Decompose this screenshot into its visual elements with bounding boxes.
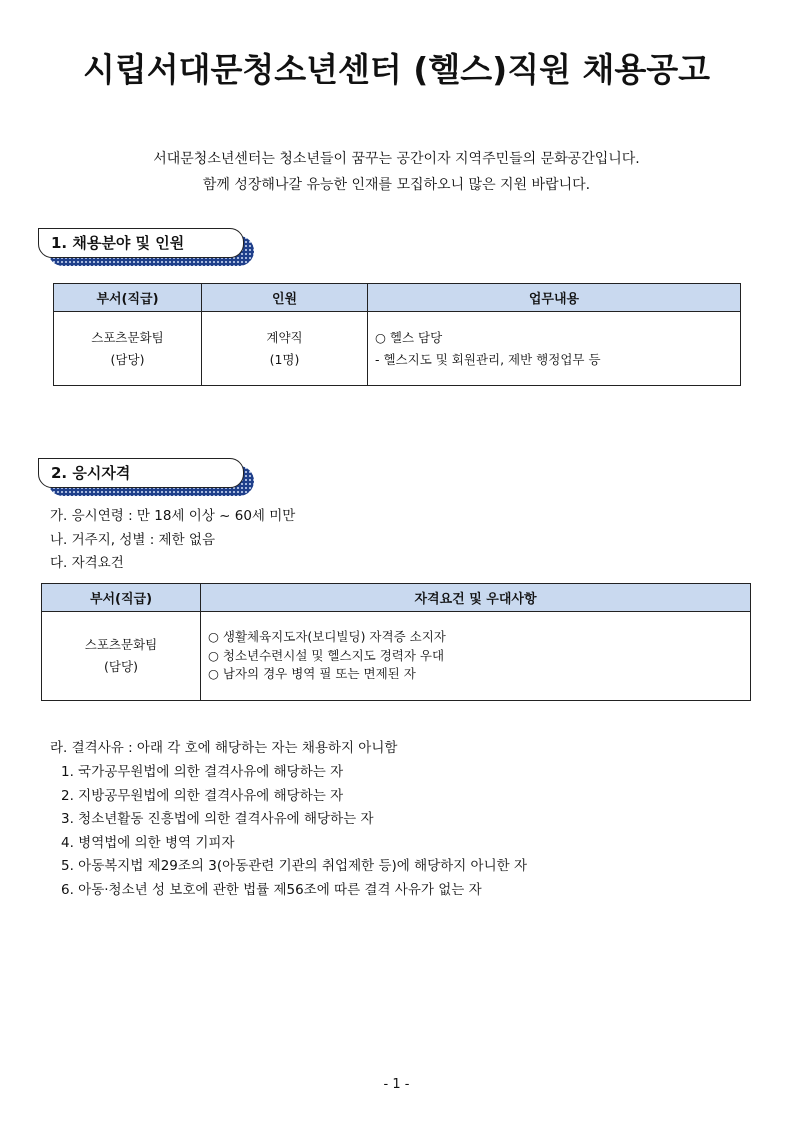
section-2-heading: 2. 응시자격 <box>38 458 244 488</box>
count-cell <box>202 312 368 386</box>
dept-rank: (담당) <box>104 659 138 674</box>
col-header-dept: 부서(직급) <box>54 284 202 312</box>
list-item: 6. 아동·청소년 성 보호에 관한 법률 제56조에 따른 결격 사유가 없는 자 <box>61 881 482 898</box>
intro-line: 서대문청소년센터는 청소년들이 꿈꾸는 공간이자 지역주민들의 문화공간입니다. <box>153 151 640 167</box>
dept-cell <box>54 312 202 386</box>
page-number: - 1 - <box>383 1077 410 1092</box>
intro-text <box>0 146 793 198</box>
section-1-header <box>38 228 256 274</box>
duties-cell <box>368 312 741 386</box>
col-header-dept: 부서(직급) <box>42 584 201 612</box>
duty-item: - 헬스지도 및 회원관리, 제반 행정업무 등 <box>375 351 601 367</box>
table-row <box>54 312 741 386</box>
col-header-count: 인원 <box>202 284 368 312</box>
qualification-table <box>41 583 751 701</box>
dept-cell <box>42 612 201 701</box>
qualification-item: ○ 생활체육지도자(보디빌딩) 자격증 소지자 <box>208 629 446 645</box>
dept-rank: (담당) <box>110 351 145 367</box>
duty-item: ○ 헬스 담당 <box>375 329 443 345</box>
dept-name: 스포츠문화팀 <box>91 329 164 345</box>
recruitment-table <box>53 283 741 386</box>
headcount: (1명) <box>269 351 300 367</box>
col-header-duties: 업무내용 <box>368 284 741 312</box>
dept-name: 스포츠문화팀 <box>84 637 158 652</box>
table-row <box>42 612 751 701</box>
section-1-heading: 1. 채용분야 및 인원 <box>38 228 244 258</box>
eligibility-list <box>50 505 295 576</box>
disqualification-title: 라. 결격사유 : 아래 각 호에 해당하는 자는 채용하지 아니함 <box>50 740 398 756</box>
section-2-header <box>38 458 256 504</box>
list-item: 2. 지방공무원법에 의한 결격사유에 해당하는 자 <box>61 787 344 804</box>
qualification-item: ○ 남자의 경우 병역 필 또는 면제된 자 <box>208 666 416 682</box>
col-header-qualifications: 자격요건 및 우대사항 <box>201 584 751 612</box>
eligibility-item: 다. 자격요건 <box>50 555 124 571</box>
list-item: 4. 병역법에 의한 병역 기피자 <box>61 834 235 851</box>
list-item: 1. 국가공무원법에 의한 결격사유에 해당하는 자 <box>61 764 344 780</box>
qualifications-cell <box>201 612 751 701</box>
list-item: 5. 아동복지법 제29조의 3(아동관련 기관의 취업제한 등)에 해당하지 아니한 자 <box>61 858 527 874</box>
page-title: 시립서대문청소년센터 (헬스)직원 채용공고 <box>83 50 710 89</box>
disqualification-list <box>61 761 527 902</box>
eligibility-item: 가. 응시연령 : 만 18세 이상 ~ 60세 미만 <box>50 508 296 524</box>
employment-type: 계약직 <box>266 329 303 345</box>
qualification-item: ○ 청소년수련시설 및 헬스지도 경력자 우대 <box>208 647 445 663</box>
intro-line: 함께 성장해나갈 유능한 인재를 모집하오니 많은 지원 바랍니다. <box>202 177 591 193</box>
list-item: 3. 청소년활동 진흥법에 의한 결격사유에 해당하는 자 <box>61 811 374 827</box>
eligibility-item: 나. 거주지, 성별 : 제한 없음 <box>50 531 215 548</box>
